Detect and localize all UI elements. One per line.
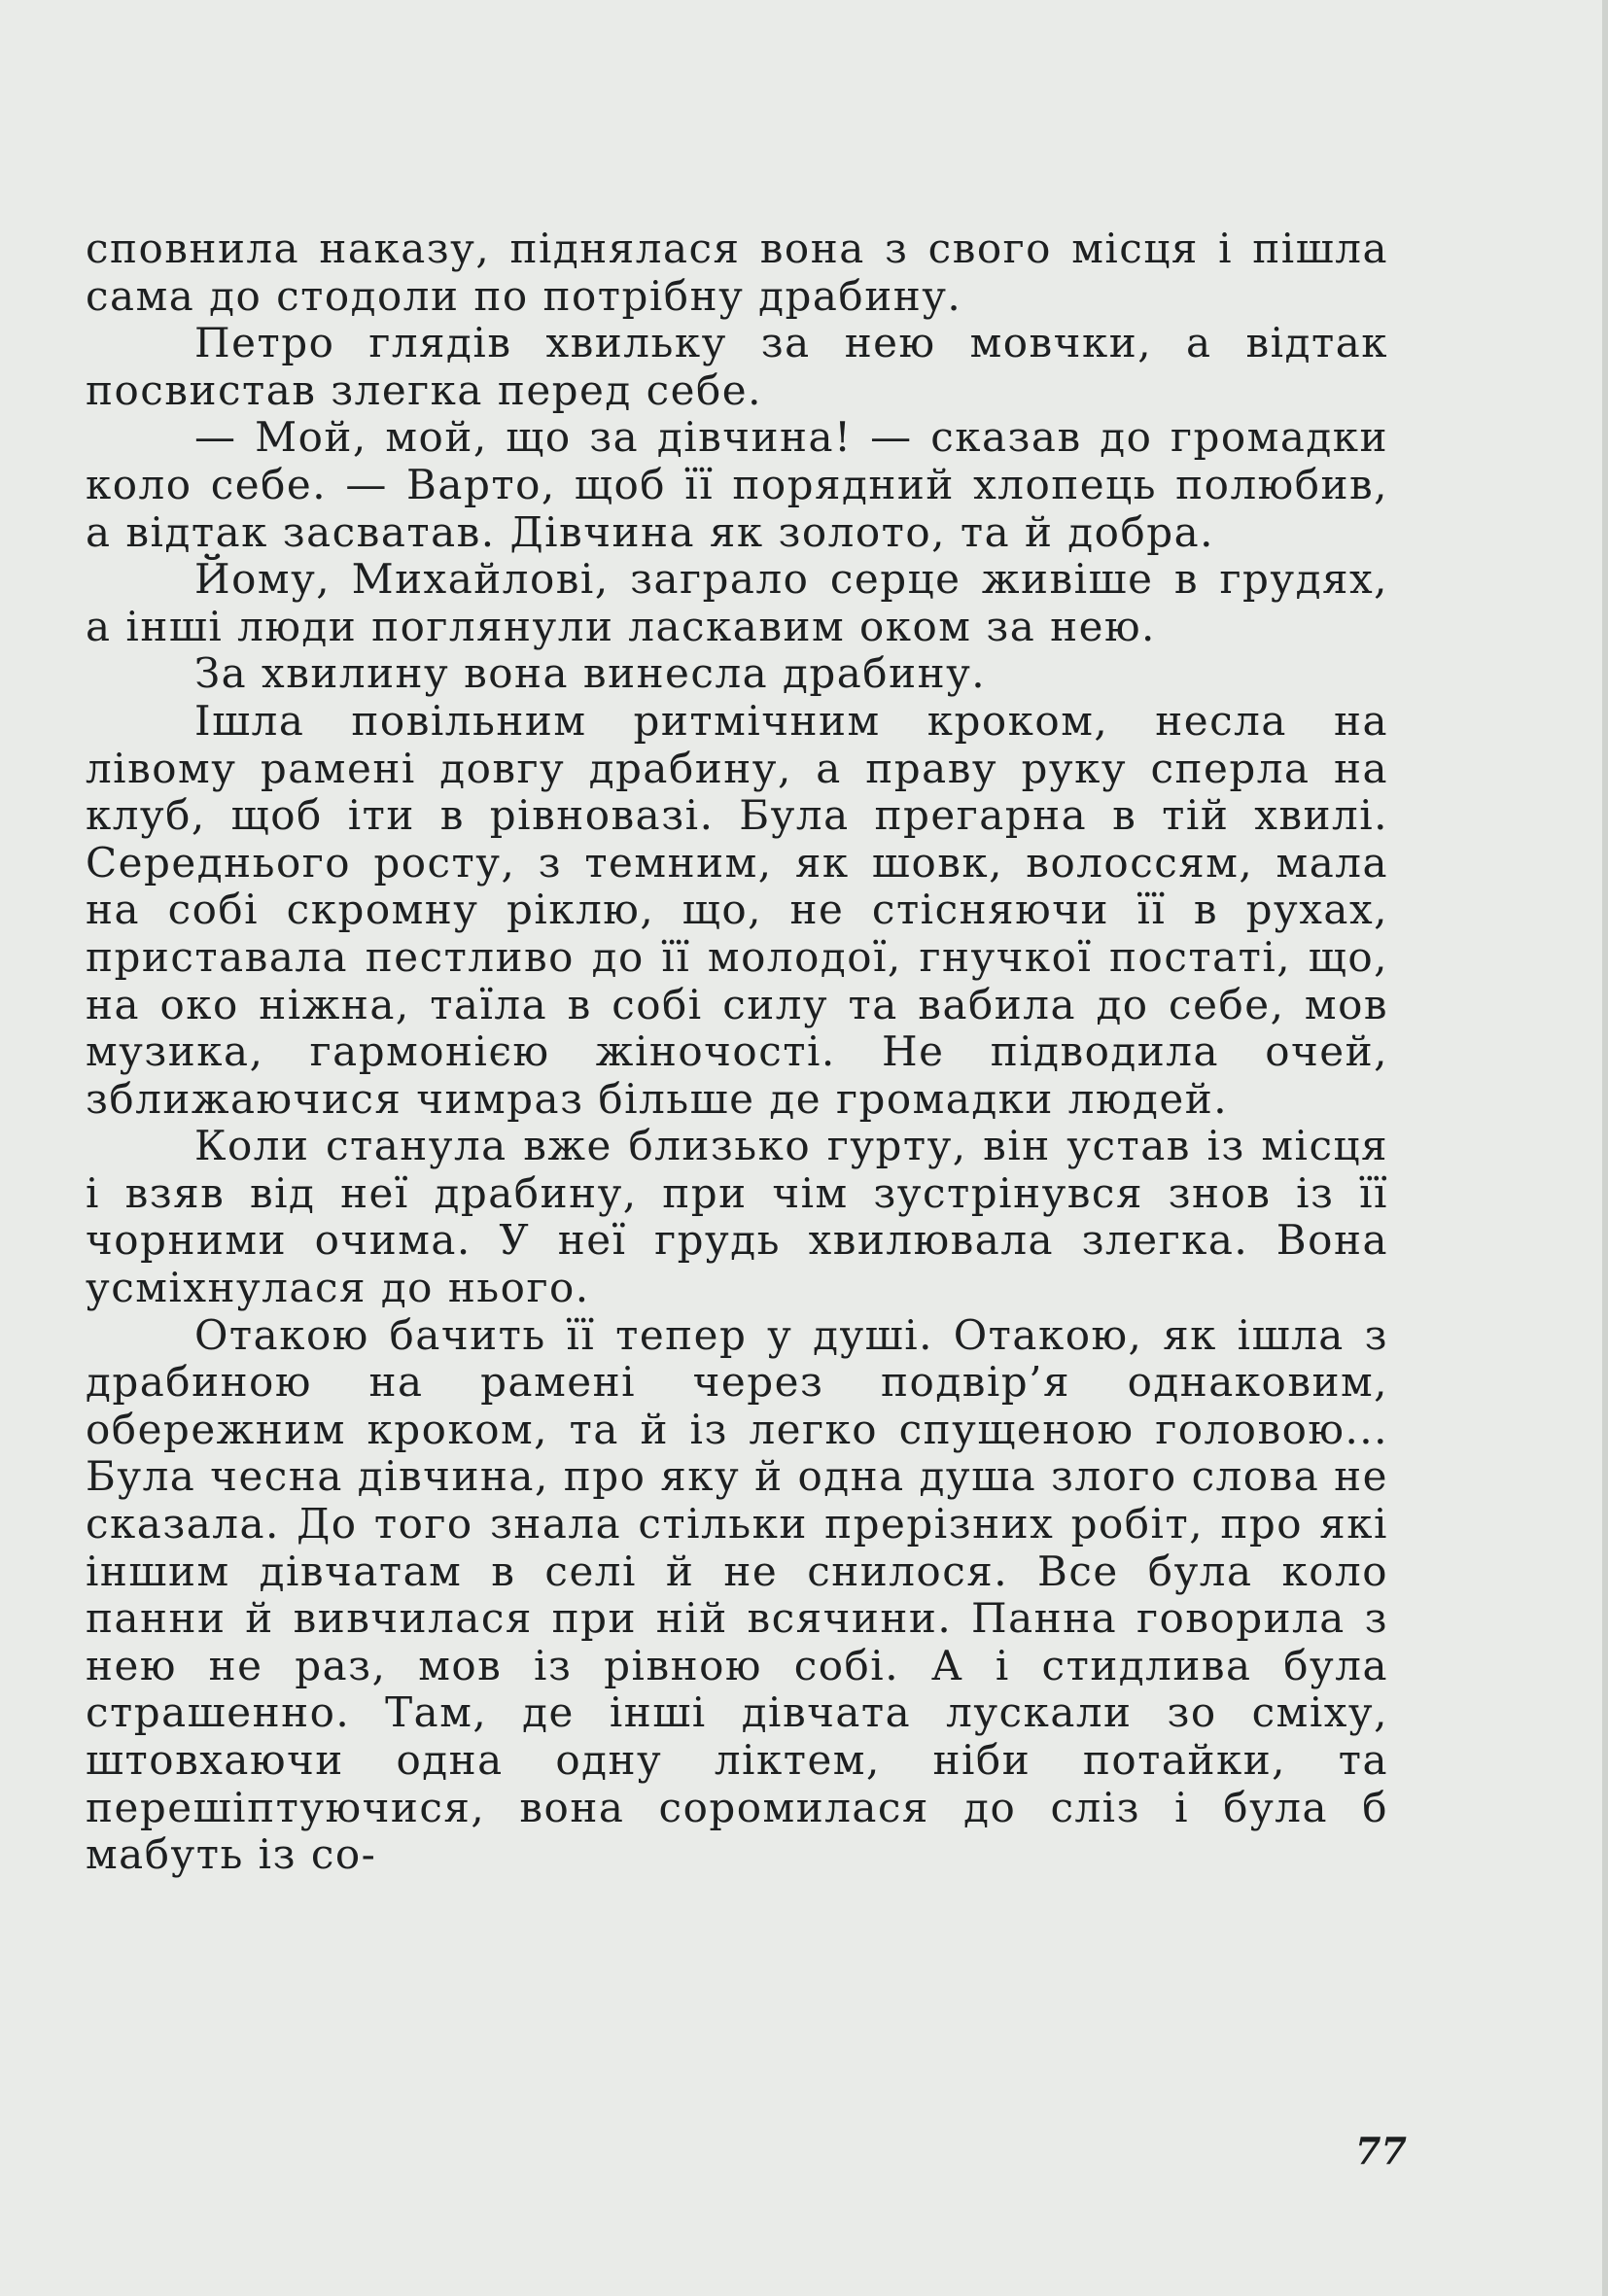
page-edge-shadow [1602,0,1608,2296]
body-text [86,226,1388,1879]
paragraph-1: сповнила наказу, піднялася вона з свого місця і пішла сама до стодоли по потрібну драбину. [86,225,1388,320]
paragraph-3: — Мой, мой, що за дівчина! — сказав до громадки коло себе. — Варто, щоб її порядний хлопець полюбив, а відтак засватав. Дівчина як золото, та й добра. [86,413,1388,556]
page-number: 77 [1355,2129,1407,2173]
paragraph-2: Петро глядів хвильку за нею мовчки, а відтак посвистав злегка перед себе. [86,319,1388,414]
paragraph-6: Ішла повільним ритмічним кроком, несла на лівому рамені довгу драбину, а праву руку сперла на клуб, щоб іти в рівновазі. Була прегарна в тій хвилі. Середнього росту, з темним, як шовк, волоссям, мала на собі скромну ріклю, що, не стісняючи її в рухах, приставала пестливо до її молодої, гнучкої постаті, що, на око ніжна, таїла в собі силу та вабила до себе, мов музика, гармонією жіночості. Не підводила очей, зближаючися чимраз більше де громадки людей. [86,696,1388,1123]
paragraph-8: Отакою бачить її тепер у душі. Отакою, як ішла з драбиною на рамені через подвір’я однаковим, обережним кроком, та й із легко спущеною головою... Була чесна дівчина, про яку й одна душа злого слова не сказала. До того знала стільки прерізних робіт, про які іншим дівчатам в селі й не снилося. Все була коло панни й вивчилася при ній всячини. Панна говорила з нею не раз, мов із рівною собі. А і стидлива була страшенно. Там, де інші дівчата лускали зо сміху, штовхаючи одна одну ліктем, ніби потайки, та перешіптуючися, вона соромилася до сліз і була б мабуть із со- [86,1310,1388,1879]
paragraph-7: Коли станула вже близько гурту, він устав із місця і взяв від неї драбину, при чім зустрінувся знов із її чорними очима. У неї грудь хвилювала злегка. Вона усміхнулася до нього. [86,1122,1388,1312]
paragraph-4: Йому, Михайлові, заграло серце живіше в грудях, а інші люди поглянули ласкавим оком за нею. [86,555,1388,650]
paragraph-5: За хвилину вона винесла драбину. [194,649,987,698]
